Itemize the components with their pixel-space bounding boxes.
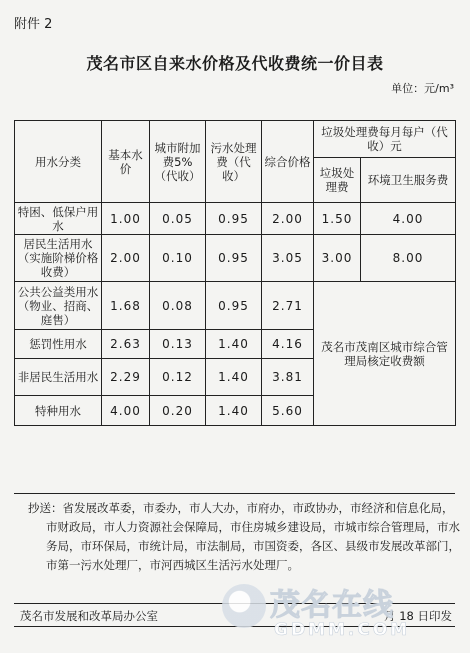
row-sewage: 1.40 xyxy=(206,359,262,396)
row-total: 2.71 xyxy=(262,282,314,330)
row-sewage: 0.95 xyxy=(206,235,262,282)
attachment-label: 附件 2 xyxy=(14,17,53,32)
row-sewage: 1.40 xyxy=(206,396,262,426)
header-garbage-fee: 垃圾处理费 xyxy=(314,158,361,203)
row-category: 特困、低保户用水 xyxy=(15,203,102,235)
row-category: 特种用水 xyxy=(15,396,102,426)
row-category: 非居民生活用水 xyxy=(15,359,102,396)
issuer: 茂名市发展和改革局办公室 xyxy=(20,609,158,623)
table-row xyxy=(15,282,456,330)
issue-date: 月 18 日印发 xyxy=(384,609,452,623)
row-base: 2.63 xyxy=(102,330,150,359)
table-row xyxy=(15,235,456,282)
row-base: 1.00 xyxy=(102,203,150,235)
header-base-price: 基本水价 xyxy=(102,121,150,203)
divider-top xyxy=(14,493,455,494)
watermark-en: GDMM.COM xyxy=(274,620,411,640)
row-base: 2.00 xyxy=(102,235,150,282)
row-surcharge: 0.12 xyxy=(150,359,206,396)
row-base: 1.68 xyxy=(102,282,150,330)
row-sanitation: 4.00 xyxy=(361,203,456,235)
header-garbage-group: 垃圾处理费每月每户（代收）元 xyxy=(314,121,456,158)
row-sanitation: 8.00 xyxy=(361,235,456,282)
row-sewage: 0.95 xyxy=(206,203,262,235)
header-sewage: 污水处理费（代收） xyxy=(206,121,262,203)
row-garbage: 3.00 xyxy=(314,235,361,282)
copy-to-list: 抄送：省发展改革委，市委办，市人大办，市府办，市政协办，市经济和信息化局，市财政局，市人力资源社会保障局，市住房城乡建设局，市城市综合管理局，市水务局，市环保局，市统计局，市法制局，市国资委，各区、县级市发展改革部门，市第一污水处理厂，市河西城区生活污水处理厂。 xyxy=(28,501,460,572)
watermark-logo-icon xyxy=(222,584,266,628)
row-category: 惩罚性用水 xyxy=(15,330,102,359)
page-title: 茂名市区自来水价格及代收费统一价目表 xyxy=(86,54,384,73)
row-surcharge: 0.08 xyxy=(150,282,206,330)
table-row xyxy=(15,203,456,235)
row-total: 5.60 xyxy=(262,396,314,426)
row-category: 公共公益类用水（物业、招商、庭售） xyxy=(15,282,102,330)
unit-label: 单位：元/m³ xyxy=(391,82,454,95)
row-garbage: 1.50 xyxy=(314,203,361,235)
row-base: 2.29 xyxy=(102,359,150,396)
merged-note: 茂名市茂南区城市综合管理局核定收费额 xyxy=(314,282,456,426)
row-total: 3.81 xyxy=(262,359,314,396)
row-surcharge: 0.13 xyxy=(150,330,206,359)
header-surcharge: 城市附加费5%（代收） xyxy=(150,121,206,203)
watermark-cn: 茂名在线 xyxy=(270,588,394,623)
site-watermark xyxy=(222,580,462,646)
header-category: 用水分类 xyxy=(15,121,102,203)
row-base: 4.00 xyxy=(102,396,150,426)
row-category: 居民生活用水（实施阶梯价格收费） xyxy=(15,235,102,282)
row-total: 3.05 xyxy=(262,235,314,282)
row-surcharge: 0.05 xyxy=(150,203,206,235)
price-table xyxy=(14,120,456,426)
row-total: 4.16 xyxy=(262,330,314,359)
row-surcharge: 0.20 xyxy=(150,396,206,426)
header-total: 综合价格 xyxy=(262,121,314,203)
header-sanitation-fee: 环境卫生服务费 xyxy=(361,158,456,203)
row-total: 2.00 xyxy=(262,203,314,235)
row-sewage: 0.95 xyxy=(206,282,262,330)
row-sewage: 1.40 xyxy=(206,330,262,359)
row-surcharge: 0.10 xyxy=(150,235,206,282)
table-header-row xyxy=(15,121,456,158)
